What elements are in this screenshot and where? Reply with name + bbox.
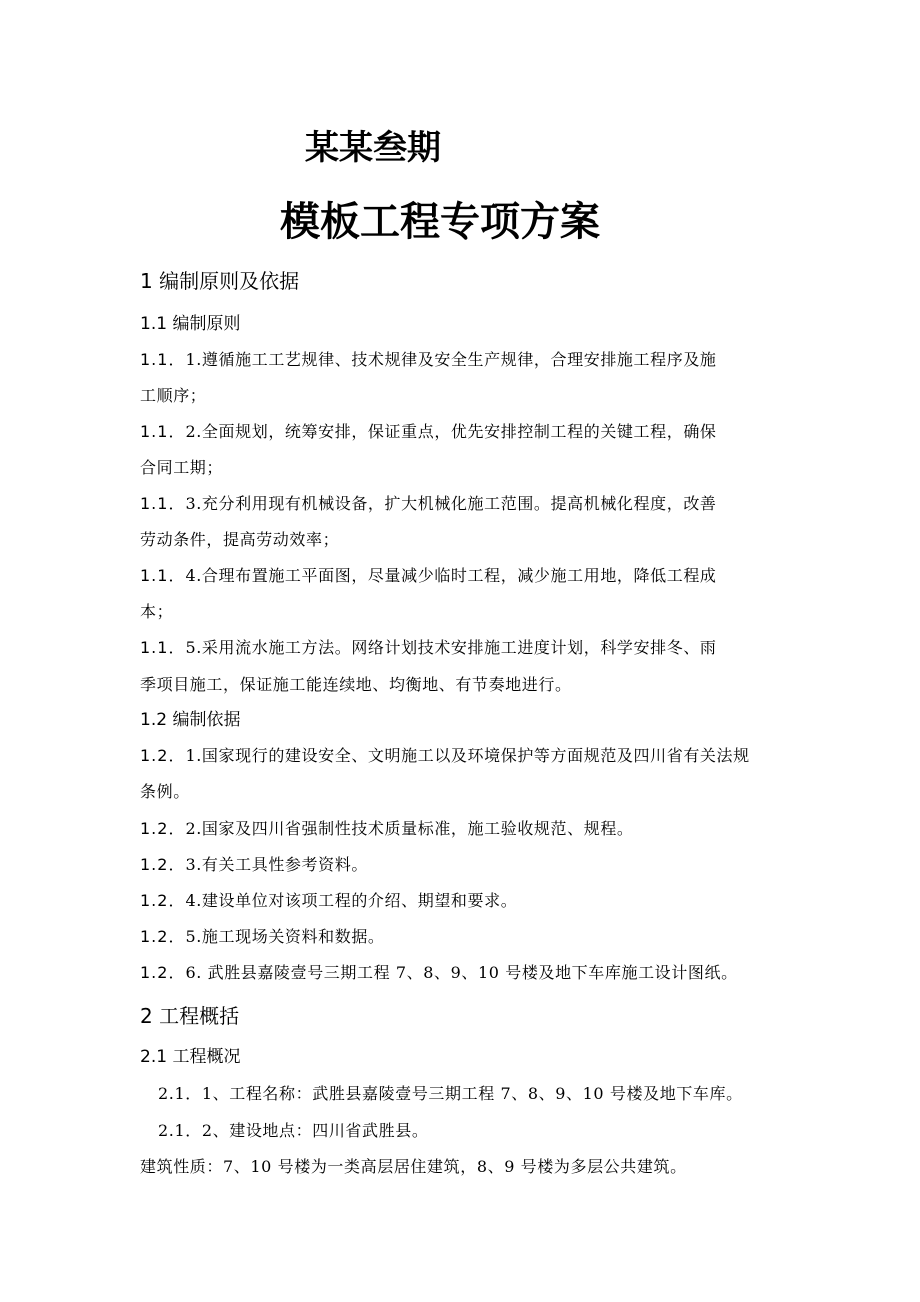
paragraph-line: [140, 493, 717, 515]
paragraph-line: 2.1．2、建设地点：四川省武胜县。: [158, 1121, 429, 1140]
item-text: 3.有关工具性参考资料。: [185, 855, 368, 874]
paragraph-line: [140, 565, 717, 587]
section-2-1-heading: 2.1 工程概况: [140, 1047, 241, 1067]
paragraph-line: 2.1．1、工程名称：武胜县嘉陵壹号三期工程 7、8、9、10 号楼及地下车库。: [158, 1084, 743, 1103]
paragraph-line: 条例。: [140, 782, 190, 801]
section-1-2-heading: 1.2 编制依据: [140, 710, 241, 730]
item-number: 1.1．: [140, 350, 186, 369]
item-number: 1.1．: [140, 566, 186, 585]
item-number: 1.1．: [140, 494, 186, 513]
paragraph-line: [140, 926, 385, 948]
item-number: 1.1．: [140, 638, 186, 657]
item-text: 4.合理布置施工平面图，尽量减少临时工程，减少施工用地，降低工程成: [185, 566, 717, 585]
item-number: 1.1．: [140, 422, 186, 441]
item-text: 4.建设单位对该项工程的介绍、期望和要求。: [185, 891, 518, 910]
paragraph-line: [140, 818, 634, 840]
section-1-1-heading: 1.1 编制原则: [140, 314, 241, 334]
item-number: 1.2．: [140, 927, 186, 946]
item-text: 1.遵循施工工艺规律、技术规律及安全生产规律，合理安排施工程序及施: [185, 350, 717, 369]
item-number: 1.2．: [140, 891, 186, 910]
paragraph-line: [140, 745, 750, 767]
paragraph-line: [140, 421, 717, 443]
section-1-heading: 1 编制原则及依据: [140, 269, 300, 293]
item-text: 2.全面规划，统筹安排，保证重点，优先安排控制工程的关键工程，确保: [185, 422, 717, 441]
item-text: 2.国家及四川省强制性技术质量标准，施工验收规范、规程。: [185, 819, 634, 838]
item-number: 1.2．: [140, 819, 186, 838]
paragraph-line: 建筑性质：7、10 号楼为一类高层居住建筑，8、9 号楼为多层公共建筑。: [140, 1157, 687, 1176]
paragraph-line: [140, 854, 368, 876]
item-text: 5.施工现场关资料和数据。: [185, 927, 385, 946]
item-text: 3.充分利用现有机械设备，扩大机械化施工范围。提高机械化程度，改善: [185, 494, 717, 513]
item-number: 1.2．: [140, 963, 186, 982]
paragraph-line: 合同工期；: [140, 458, 224, 477]
paragraph-line: [140, 637, 717, 659]
paragraph-line: 本；: [140, 602, 174, 621]
item-text: 5.采用流水施工方法。网络计划技术安排施工进度计划，科学安排冬、雨: [185, 638, 717, 657]
document-title-project: 某某叁期: [305, 128, 441, 168]
paragraph-line: [140, 349, 717, 371]
item-text: 1.国家现行的建设安全、文明施工以及环境保护等方面规范及四川省有关法规: [185, 746, 750, 765]
paragraph-line: [140, 890, 517, 912]
paragraph-line: 工顺序；: [140, 386, 207, 405]
paragraph-line: 劳动条件，提高劳动效率；: [140, 530, 340, 549]
item-number: 1.2．: [140, 746, 186, 765]
section-2-heading: 2 工程概括: [140, 1004, 240, 1028]
paragraph-line: 季项目施工，保证施工能连续地、均衡地、有节奏地进行。: [140, 675, 572, 694]
item-number: 1.2．: [140, 855, 186, 874]
document-title-main: 模板工程专项方案: [280, 199, 600, 245]
paragraph-line: [140, 962, 738, 984]
item-text: 6. 武胜县嘉陵壹号三期工程 7、8、9、10 号楼及地下车库施工设计图纸。: [185, 963, 738, 982]
